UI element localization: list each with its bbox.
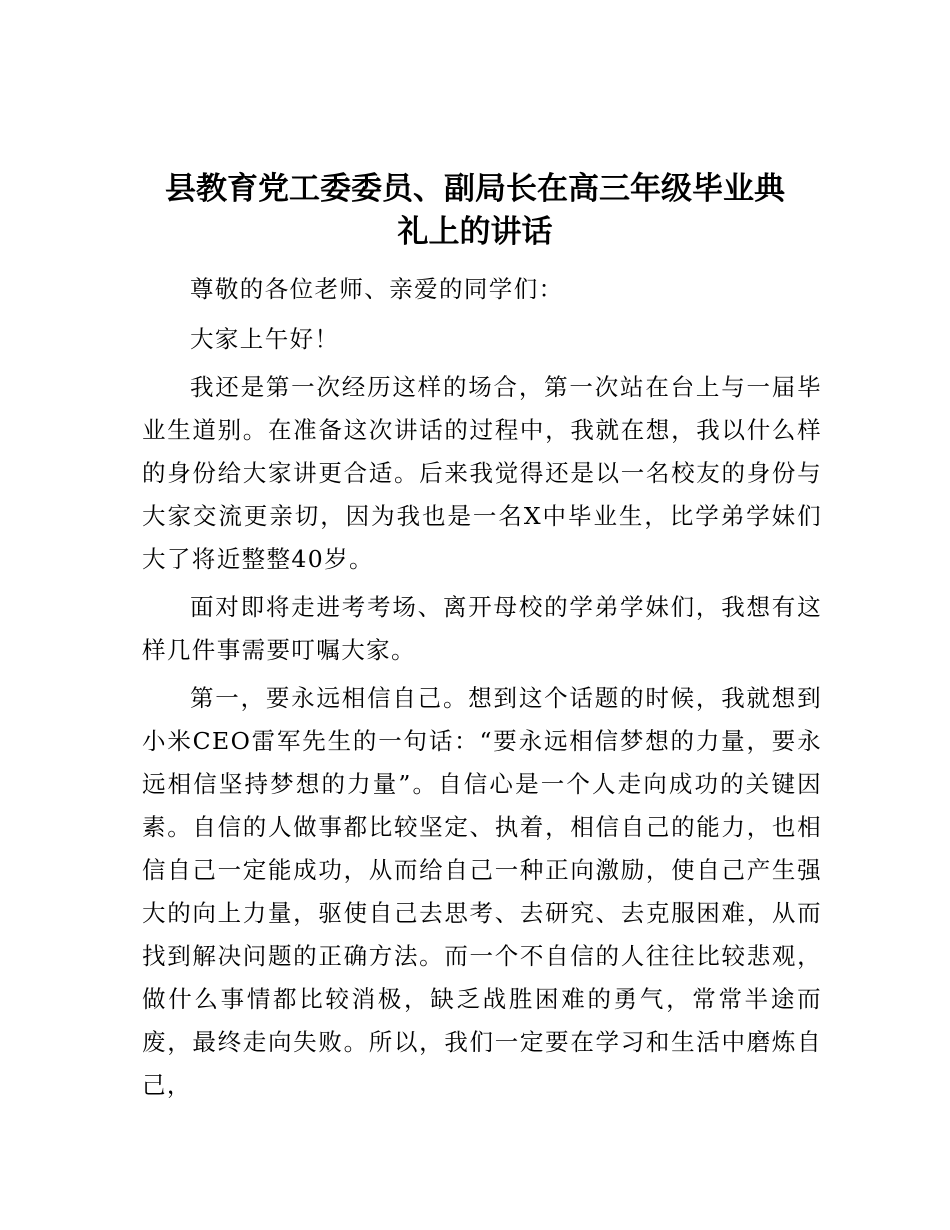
- title-line-2: 礼上的讲话: [397, 214, 553, 250]
- intro-paragraph: 我还是第一次经历这样的场合，第一次站在台上与一届毕业生道别。在准备这次讲话的过程中，我就在想，我以什么样的身份给大家讲更合适。后来我觉得还是以一名校友的身份与大家交流更亲切，因为我也是一名X中毕业生，比学弟学妹们大了将近整整40岁。: [142, 373, 822, 573]
- salutation-paragraph: 尊敬的各位老师、亲爱的同学们：: [190, 275, 564, 303]
- title-line-1: 县教育党工委委员、副局长在高三年级毕业典: [165, 171, 785, 207]
- document-title: [120, 168, 830, 254]
- first-point-paragraph: 第一，要永远相信自己。想到这个话题的时候，我就想到小米CEO雷军先生的一句话：“要永远相信梦想的力量，要永远相信坚持梦想的力量”。自信心是一个人走向成功的关键因素。自信的人做事都比较坚定、执着，相信自己的能力，也相信自己一定能成功，从而给自己一种正向激励，使自己产生强大的向上力量，驱使自己去思考、去研究、去克服困难，从而找到解决问题的正确方法。而一个不自信的人往往比较悲观，做什么事情都比较消极，缺乏战胜困难的勇气，常常半途而废，最终走向失败。所以，我们一定要在学习和生活中磨炼自己，: [142, 684, 822, 1099]
- document-body: [142, 268, 822, 1107]
- transition-paragraph: 面对即将走进考考场、离开母校的学弟学妹们，我想有这样几件事需要叮嘱大家。: [142, 593, 822, 664]
- greeting-paragraph: 大家上午好！: [190, 325, 340, 353]
